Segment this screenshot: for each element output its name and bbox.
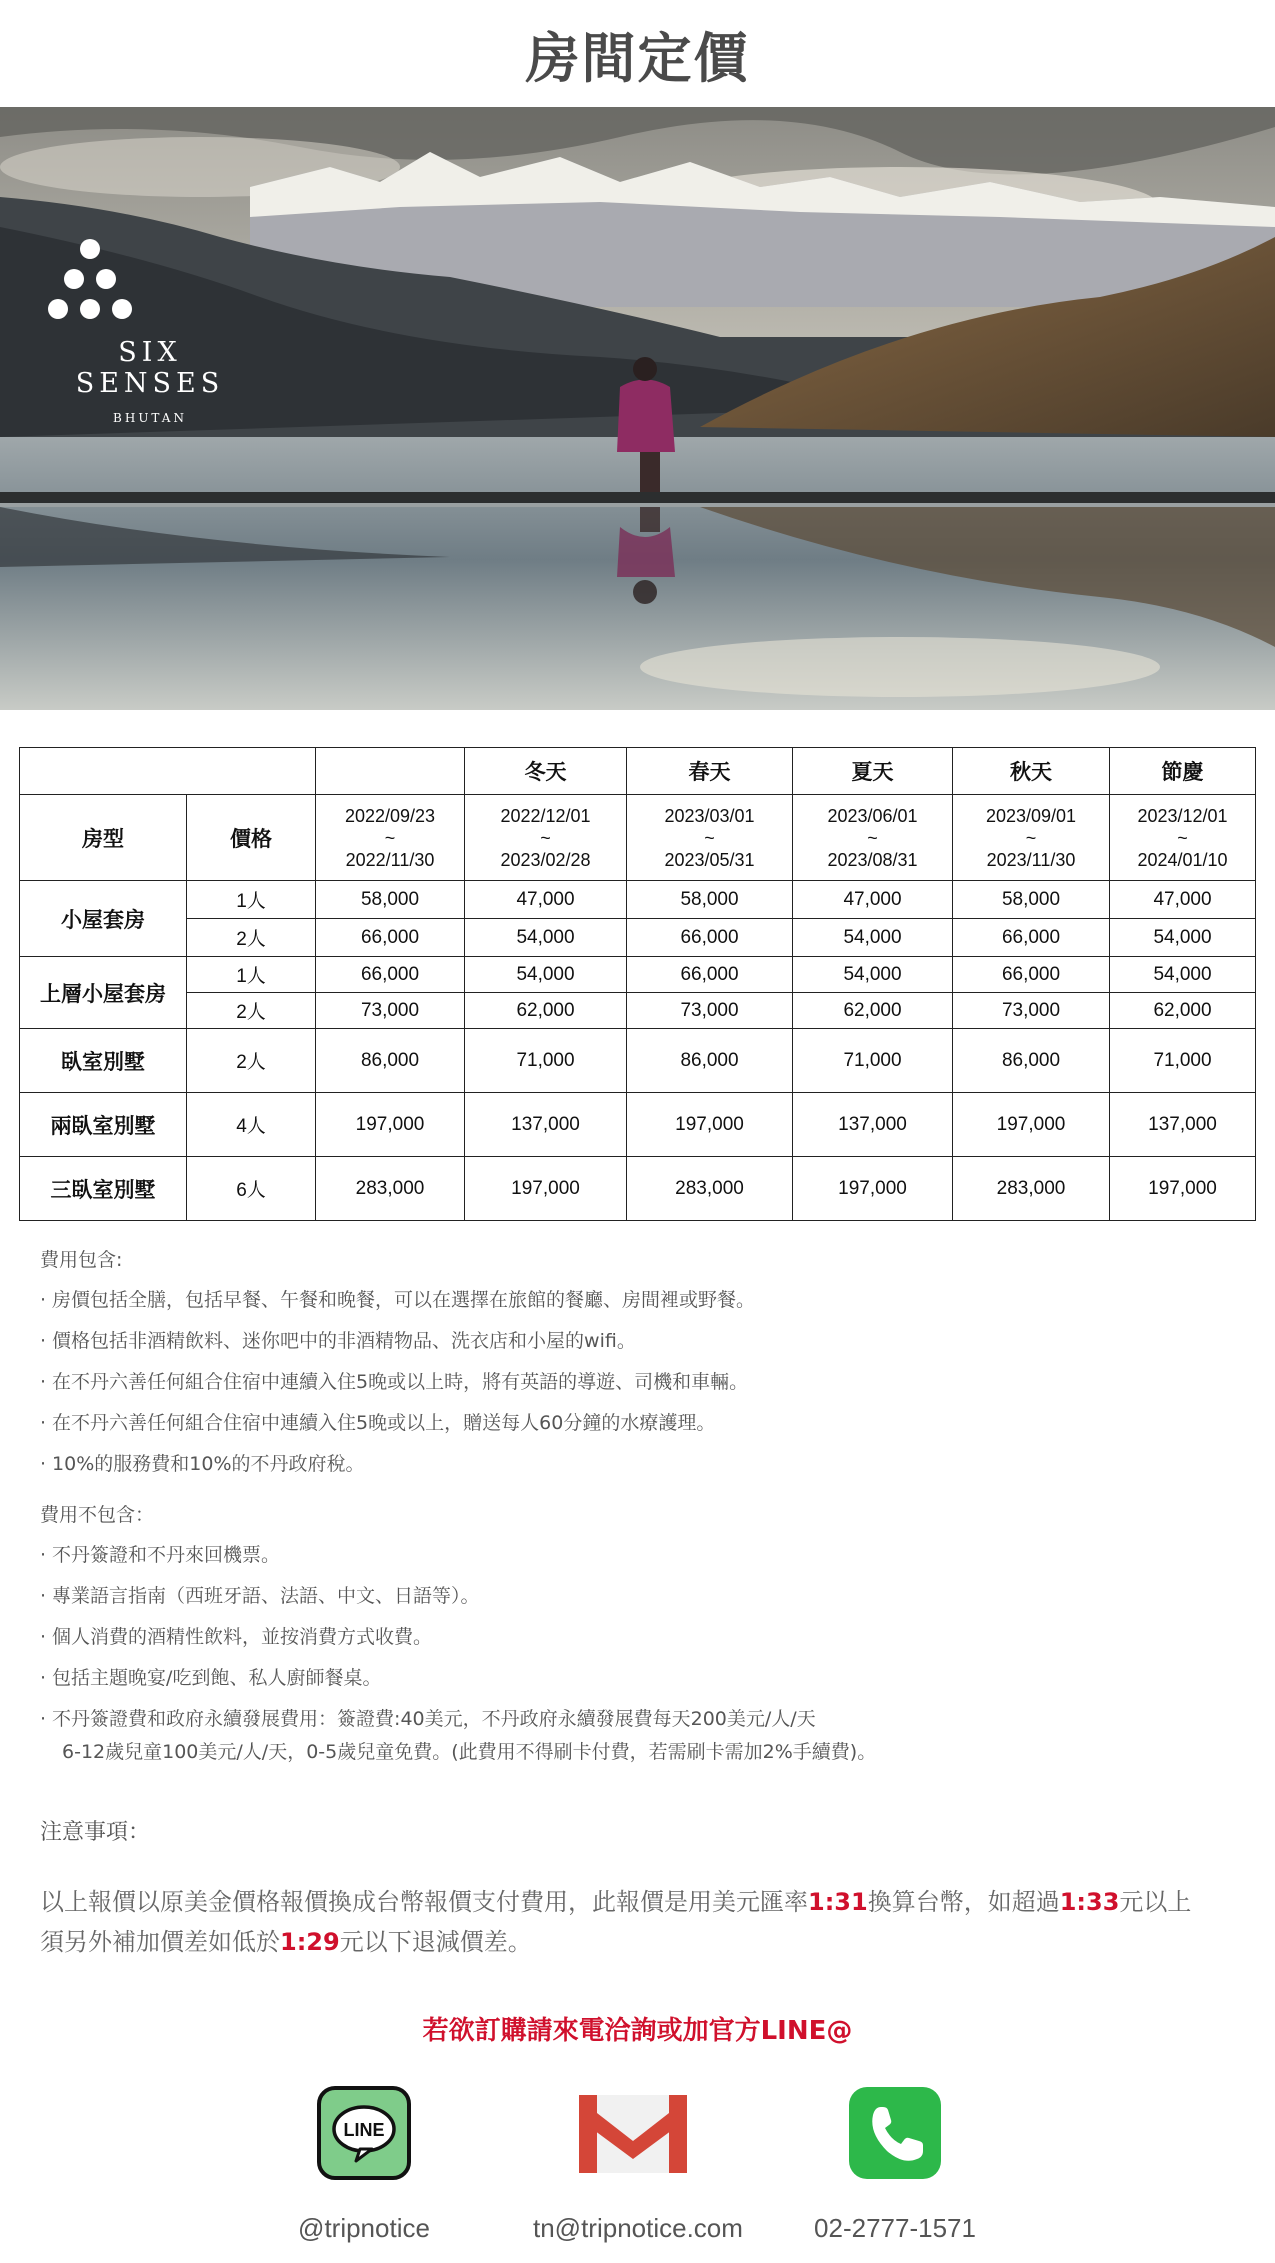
list-item-text: 價格包括非酒精飲料、迷你吧中的非酒精物品、洗衣店和小屋的wifi。	[52, 1330, 636, 1352]
price-cell: 283,000	[627, 1157, 793, 1221]
room-type-name: 臥室別墅	[20, 1029, 187, 1093]
table-row	[20, 957, 1256, 993]
phone-contact[interactable]	[795, 2085, 995, 2244]
price-cell: 58,000	[627, 881, 793, 919]
price-cell: 54,000	[793, 957, 953, 993]
price-cell: 197,000	[953, 1093, 1110, 1157]
price-cell: 283,000	[953, 1157, 1110, 1221]
room-type-name: 三臥室別墅	[20, 1157, 187, 1221]
list-item-text: 個人消費的酒精性飲料，並按消費方式收費。	[52, 1626, 433, 1648]
price-cell: 54,000	[793, 919, 953, 957]
price-cell: 47,000	[1110, 881, 1256, 919]
occupancy: 2人	[187, 1029, 316, 1093]
list-item-text: 在不丹六善任何組合住宿中連續入住5晚或以上，贈送每人60分鐘的水療護理。	[52, 1412, 716, 1434]
price-cell: 66,000	[627, 919, 793, 957]
season-spring: 春天	[627, 748, 793, 795]
period-start: 2023/06/01	[827, 805, 918, 826]
period-end: 2023/02/28	[500, 849, 591, 870]
period-sep: ~	[540, 827, 551, 848]
price-cell: 73,000	[316, 993, 465, 1029]
period-end: 2024/01/10	[1137, 849, 1228, 870]
period-start: 2022/12/01	[500, 805, 591, 826]
price-cell: 54,000	[1110, 957, 1256, 993]
six-senses-logo	[40, 237, 260, 425]
exchange-rate-upper: 1:33	[1059, 1888, 1120, 1916]
list-item	[40, 1623, 1240, 1651]
bullet: ·	[40, 1544, 47, 1566]
period-start: 2023/09/01	[985, 805, 1077, 826]
line-icon-text: LINE	[343, 2120, 385, 2140]
period-cell	[627, 795, 793, 881]
occupancy: 6人	[187, 1157, 316, 1221]
list-item	[40, 1450, 1240, 1478]
price-cell: 86,000	[316, 1029, 465, 1093]
blank-season-cell	[316, 748, 465, 795]
period-end: 2023/08/31	[827, 849, 918, 870]
exchange-rate-notice	[40, 1882, 1260, 1962]
price-cell: 86,000	[953, 1029, 1110, 1093]
table-row	[20, 919, 1256, 957]
email-address[interactable]: tn@tripnotice.com	[533, 2213, 743, 2243]
list-item	[40, 1368, 1240, 1396]
table-row	[20, 993, 1256, 1029]
price-cell: 66,000	[953, 957, 1110, 993]
contact-call-to-action: 若欲訂購請來電洽詢或加官方LINE@	[422, 2016, 853, 2046]
price-cell: 66,000	[953, 919, 1110, 957]
exchange-rate-lower: 1:29	[280, 1928, 340, 1956]
price-cell: 54,000	[465, 957, 627, 993]
gmail-icon[interactable]	[575, 2085, 691, 2181]
period-end: 2022/11/30	[345, 849, 435, 870]
caution-heading: 注意事項：	[40, 1820, 151, 1845]
page-title: 房間定價	[525, 27, 750, 90]
logo-brand: SIX SENSES	[75, 337, 225, 399]
price-cell: 47,000	[793, 881, 953, 919]
season-summer: 夏天	[793, 748, 953, 795]
period-cell	[953, 795, 1110, 881]
price-cell: 66,000	[316, 919, 465, 957]
exchange-rate-base: 1:31	[808, 1888, 868, 1916]
list-item	[40, 1409, 1240, 1437]
col-price: 價格	[187, 795, 316, 881]
list-item	[40, 1327, 1240, 1355]
price-cell: 71,000	[1110, 1029, 1256, 1093]
bullet: ·	[40, 1667, 47, 1689]
price-cell: 58,000	[953, 881, 1110, 919]
price-cell: 137,000	[793, 1093, 953, 1157]
price-cell: 66,000	[627, 957, 793, 993]
occupancy: 2人	[187, 993, 316, 1029]
price-cell: 71,000	[465, 1029, 627, 1093]
price-cell: 73,000	[627, 993, 793, 1029]
period-start: 2023/12/01	[1137, 805, 1228, 826]
bullet: ·	[40, 1626, 47, 1648]
season-winter: 冬天	[465, 748, 627, 795]
bullet: ·	[40, 1289, 47, 1311]
table-row	[20, 881, 1256, 919]
period-sep: ~	[1025, 827, 1037, 848]
room-type-name: 上層小屋套房	[20, 957, 187, 1029]
period-cell	[793, 795, 953, 881]
period-cell	[465, 795, 627, 881]
price-cell: 283,000	[316, 1157, 465, 1221]
table-row	[20, 1029, 1256, 1093]
season-festival: 節慶	[1110, 748, 1256, 795]
price-cell: 137,000	[465, 1093, 627, 1157]
price-cell: 47,000	[465, 881, 627, 919]
period-end: 2023/05/31	[664, 849, 755, 870]
list-item-text: 不丹簽證費和政府永續發展費用：簽證費:40美元，不丹政府永續發展費每天200美元/人/天	[52, 1708, 816, 1730]
price-cell: 54,000	[1110, 919, 1256, 957]
occupancy: 4人	[187, 1093, 316, 1157]
room-type-name: 兩臥室別墅	[20, 1093, 187, 1157]
list-item-text: 房價包括全膳，包括早餐、午餐和晚餐，可以在選擇在旅館的餐廳、房間裡或野餐。	[52, 1289, 756, 1311]
email-contact[interactable]	[533, 2085, 743, 2244]
price-cell: 197,000	[465, 1157, 627, 1221]
blank-corner-cell	[20, 748, 316, 795]
price-cell: 197,000	[793, 1157, 953, 1221]
bullet: ·	[40, 1371, 47, 1393]
price-cell: 73,000	[953, 993, 1110, 1029]
logo-dots-icon	[40, 237, 140, 327]
period-cell	[316, 795, 465, 881]
season-autumn: 秋天	[953, 748, 1110, 795]
included-heading: 費用包含:	[40, 1249, 123, 1271]
price-cell: 71,000	[793, 1029, 953, 1093]
list-item	[40, 1582, 1240, 1610]
bullet: ·	[40, 1453, 47, 1475]
season-header-row	[20, 748, 1256, 795]
price-cell: 197,000	[316, 1093, 465, 1157]
caution-text: 以上報價以原美金價格報價換成台幣報價支付費用，此報價是用美元匯率	[40, 1888, 808, 1916]
list-item	[40, 1705, 1240, 1733]
period-cell	[1110, 795, 1256, 881]
period-sep: ~	[384, 827, 396, 848]
rate-table	[19, 747, 1256, 1221]
period-sep: ~	[867, 827, 878, 848]
room-type-name: 小屋套房	[20, 881, 187, 957]
price-cell: 66,000	[316, 957, 465, 993]
caution-text: 元以下退減價差。	[339, 1928, 532, 1956]
bullet: ·	[40, 1708, 47, 1730]
hero-image	[0, 107, 1275, 710]
bullet: ·	[40, 1412, 47, 1434]
period-sep: ~	[704, 827, 715, 848]
occupancy: 1人	[187, 881, 316, 919]
list-item-text: 在不丹六善任何組合住宿中連續入住5晚或以上時，將有英語的導遊、司機和車輛。	[52, 1371, 749, 1393]
list-item	[40, 1541, 1240, 1569]
price-cell: 54,000	[465, 919, 627, 957]
price-cell: 58,000	[316, 881, 465, 919]
table-row	[20, 1157, 1256, 1221]
period-sep: ~	[1177, 827, 1188, 848]
price-cell: 62,000	[1110, 993, 1256, 1029]
period-start: 2023/03/01	[664, 805, 755, 826]
price-cell: 197,000	[627, 1093, 793, 1157]
period-start: 2022/09/23	[344, 805, 436, 826]
caution-text: 須另外補加價差如低於	[40, 1928, 280, 1956]
period-end: 2023/11/30	[986, 849, 1076, 870]
line-contact[interactable]	[264, 2085, 464, 2244]
period-header-row	[20, 795, 1256, 881]
list-item-text: 10%的服務費和10%的不丹政府稅。	[52, 1453, 365, 1475]
occupancy: 2人	[187, 919, 316, 957]
phone-icon[interactable]	[847, 2085, 943, 2181]
price-cell: 86,000	[627, 1029, 793, 1093]
price-cell: 137,000	[1110, 1093, 1256, 1157]
caution-text: 換算台幣，如超過	[867, 1888, 1060, 1916]
bullet: ·	[40, 1330, 47, 1352]
bullet: ·	[40, 1585, 47, 1607]
occupancy: 1人	[187, 957, 316, 993]
price-cell: 197,000	[1110, 1157, 1256, 1221]
list-item-text: 不丹簽證和不丹來回機票。	[52, 1544, 281, 1566]
price-cell: 62,000	[465, 993, 627, 1029]
phone-number[interactable]: 02-2777-1571	[814, 2213, 976, 2243]
fee-notes	[40, 1245, 1240, 1766]
caution-text: 元以上	[1119, 1888, 1192, 1916]
logo-location: BHUTAN	[113, 411, 187, 425]
list-item-text: 包括主題晚宴/吃到飽、私人廚師餐桌。	[52, 1667, 382, 1689]
col-room-type: 房型	[20, 795, 187, 881]
list-item-continuation: 6-12歲兒童100美元/人/天，0-5歲兒童免費。(此費用不得刷卡付費，若需刷卡需加2%手續費)。	[62, 1741, 877, 1763]
list-item	[40, 1286, 1240, 1314]
excluded-heading: 費用不包含：	[40, 1504, 155, 1526]
list-item	[40, 1664, 1240, 1692]
table-row	[20, 1093, 1256, 1157]
line-icon[interactable]	[316, 2085, 412, 2181]
price-cell: 62,000	[793, 993, 953, 1029]
line-id[interactable]: @tripnotice	[298, 2213, 430, 2243]
list-item-text: 專業語言指南（西班牙語、法語、中文、日語等）。	[52, 1585, 480, 1607]
